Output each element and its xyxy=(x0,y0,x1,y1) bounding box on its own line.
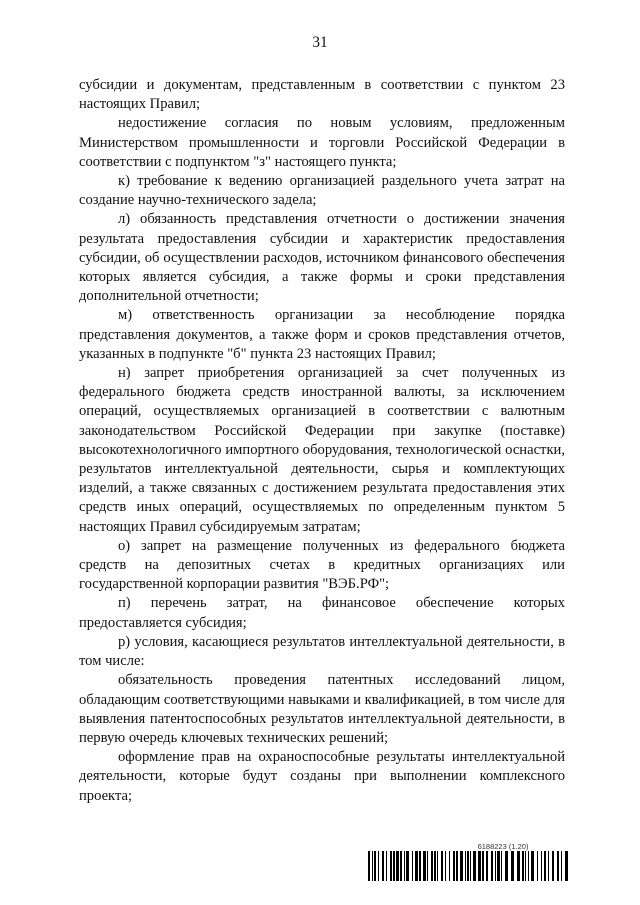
barcode-icon xyxy=(368,851,568,881)
paragraph-disagreement: недостижение согласия по новым условиям, предложенным Министерством промышленности и торговли Российской Федерации в соответствии с подпунктом "з" настоящего пункта; xyxy=(79,115,565,170)
paragraph-ip-registration: оформление прав на охраноспособные результаты интеллектуальной деятельности, которые будут созданы при выполнении комплексного проекта; xyxy=(79,749,565,804)
paragraph-item-o: о) запрет на размещение полученных из федерального бюджета средств на депозитных счетах в кредитных организациях или государственной корпорации развития "ВЭБ.РФ"; xyxy=(79,537,565,593)
paragraph-item-p: п) перечень затрат, на финансовое обеспечение которых предоставляется субсидия; xyxy=(79,595,565,631)
paragraph-item-n: н) запрет приобретения организацией за счет полученных из федерального бюджета средств иностранной валюты, за исключением операций, осуществляемых организацией в соответствии с валютным законодательством Российской Федерации при закупке (поставке) высокотехнологичного импортного оборудования, технологической оснастки, результатов интеллектуальной деятельности, сырья и комплектующих изделий, а также связанных с достижением результата предоставления этих средств иных операций, осуществляемых по определенным пунктом 5 настоящих Правил субсидируемым затратам; xyxy=(79,365,565,535)
document-code: 6188223 (1.20) xyxy=(477,842,529,851)
paragraph-patent-research: обязательность проведения патентных исследований лицом, обладающим соответствующими навыками и квалификацией, в том числе для выявления патентоспособных результатов интеллектуальной деятельности, в первую очередь ключевых технических решений; xyxy=(79,672,566,746)
paragraph-item-r: р) условия, касающиеся результатов интеллектуальной деятельности, в том числе: xyxy=(79,633,565,670)
paragraph-item-l: л) обязанность представления отчетности о достижении значения результата предоставления субсидии и характеристик предоставления субсидии, об осуществлении расходов, источником финансового обеспечения которых является субсидия, а также формы и сроки представления дополнительной отчетности; xyxy=(79,211,565,305)
page-number: 31 xyxy=(312,34,328,51)
paragraph-item-m: м) ответственность организации за несоблюдение порядка представления документов, а также форм и сроков представления отчетов, указанных в подпункте "б" пункта 23 настоящих Правил; xyxy=(79,307,565,362)
paragraph-continuation: субсидии и документам, представленным в соответствии с пунктом 23 настоящих Правил; xyxy=(79,77,565,113)
document-body xyxy=(79,76,565,806)
paragraph-item-k: к) требование к ведению организацией раздельного учета затрат на создание научно-технического задела; xyxy=(79,173,565,209)
